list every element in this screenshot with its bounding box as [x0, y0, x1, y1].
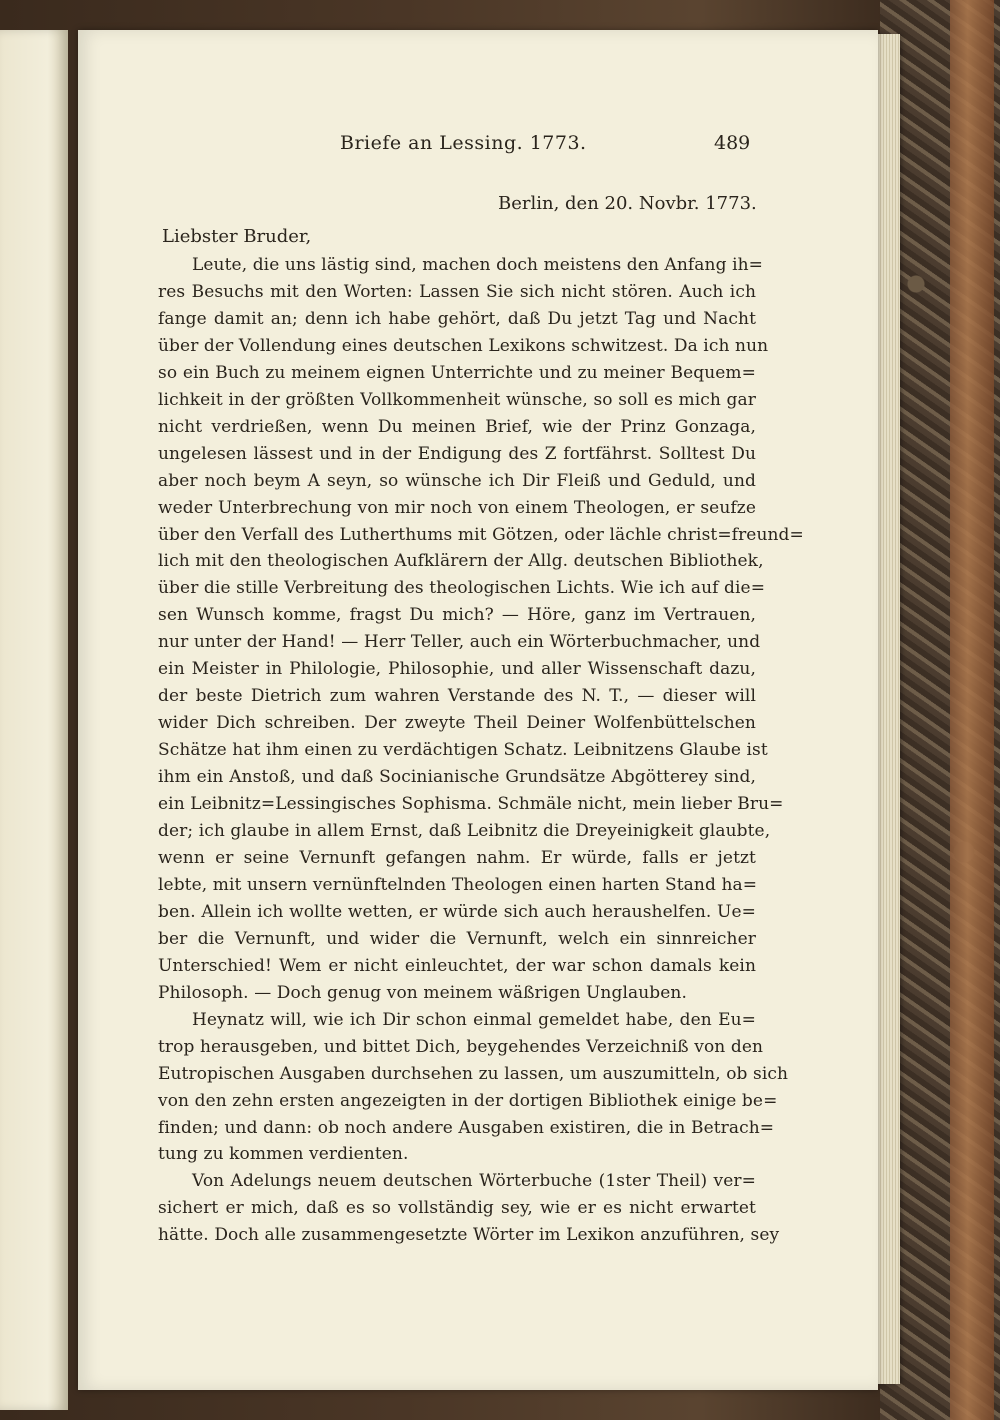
- text-line: ein Meister in Philologie, Philosophie, und aller Wissenschaft dazu,: [158, 659, 756, 680]
- text-line: lebte, mit unsern vernünftelnden Theologen einen harten Stand ha=: [158, 874, 758, 895]
- text-line: sen Wunsch komme, fragst Du mich? — Höre, ganz im Vertrauen,: [158, 605, 756, 626]
- text-line: Von Adelungs neuem deutschen Wörterbuche (1ster Theil) ver=: [192, 1171, 756, 1192]
- text-line: von den zehn ersten angezeigten in der dortigen Bibliothek einige be=: [158, 1090, 778, 1111]
- text-line: weder Unterbrechung von mir noch von einem Theologen, er seufze: [158, 497, 756, 518]
- text-line: Philosoph. — Doch genug von meinem wäßrigen Unglauben.: [158, 982, 687, 1003]
- letter-dateline: Berlin, den 20. Novbr. 1773.: [498, 193, 757, 214]
- facing-page-edge: [0, 30, 68, 1410]
- page-number: 489: [714, 132, 751, 154]
- text-line: Heynatz will, wie ich Dir schon einmal gemeldet habe, den Eu=: [192, 1009, 756, 1030]
- text-line: tung zu kommen verdienten.: [158, 1144, 409, 1165]
- text-line: ber die Vernunft, und wider die Vernunft, welch ein sinnreicher: [158, 928, 756, 949]
- text-line: ihm ein Anstoß, und daß Socinianische Grundsätze Abgötterey sind,: [158, 767, 756, 788]
- running-head: [78, 132, 878, 162]
- text-line: aber noch beym A seyn, so wünsche ich Dir Fleiß und Geduld, und: [158, 470, 756, 491]
- text-line: Unterschied! Wem er nicht einleuchtet, der war schon damals kein: [158, 955, 756, 976]
- text-line: Eutropischen Ausgaben durchsehen zu lassen, um auszumitteln, ob sich: [158, 1063, 789, 1084]
- text-line: der; ich glaube in allem Ernst, daß Leibnitz die Dreyeinigkeit glaubte,: [158, 821, 771, 842]
- text-line: über den Verfall des Lutherthums mit Götzen, oder lächle christ=freund=: [158, 524, 804, 545]
- text-line: wenn er seine Vernunft gefangen nahm. Er würde, falls er jetzt: [158, 847, 756, 868]
- text-line: wider Dich schreiben. Der zweyte Theil Deiner Wolfenbüttelschen: [158, 713, 756, 734]
- text-line: sichert er mich, daß es so vollständig sey, wie er es nicht erwartet: [158, 1198, 756, 1219]
- text-line: nicht verdrießen, wenn Du meinen Brief, wie der Prinz Gonzaga,: [158, 416, 756, 437]
- text-line: über die stille Verbreitung des theologischen Lichts. Wie ich auf die=: [158, 578, 766, 599]
- text-line: nur unter der Hand! — Herr Teller, auch ein Wörterbuchmacher, und: [158, 632, 761, 653]
- text-line: res Besuchs mit den Worten: Lassen Sie sich nicht stören. Auch ich: [158, 281, 756, 302]
- text-line: fange damit an; denn ich habe gehört, daß Du jetzt Tag und Nacht: [158, 308, 756, 329]
- text-line: über der Vollendung eines deutschen Lexikons schwitzest. Da ich nun: [158, 335, 769, 356]
- book-page: [78, 30, 878, 1390]
- text-line: ben. Allein ich wollte wetten, er würde sich auch heraushelfen. Ue=: [158, 901, 756, 922]
- text-line: Leute, die uns lästig sind, machen doch meistens den Anfang ih=: [192, 255, 764, 275]
- text-line: Schätze hat ihm einen zu verdächtigen Schatz. Leibnitzens Glaube ist: [158, 740, 768, 761]
- text-line: lich mit den theologischen Aufklärern der Allg. deutschen Bibliothek,: [158, 551, 764, 572]
- text-line: ein Leibnitz=Lessingisches Sophisma. Schmäle nicht, mein lieber Bru=: [158, 794, 784, 815]
- text-line: so ein Buch zu meinem eignen Unterrichte und zu meiner Bequem=: [158, 362, 756, 383]
- running-title: Briefe an Lessing. 1773.: [340, 132, 587, 154]
- text-line: lichkeit in der größten Vollkommenheit wünsche, so soll es mich gar: [158, 389, 756, 410]
- text-line: trop herausgeben, und bittet Dich, beygehendes Verzeichniß von den: [158, 1036, 764, 1057]
- letter-body: [158, 252, 804, 1249]
- letter-salutation: Liebster Bruder,: [162, 226, 312, 247]
- text-line: hätte. Doch alle zusammengesetzte Wörter im Lexikon anzuführen, sey: [158, 1225, 780, 1246]
- text-line: der beste Dietrich zum wahren Verstande des N. T., — dieser will: [158, 686, 756, 707]
- text-line: finden; und dann: ob noch andere Ausgaben existiren, die in Betrach=: [158, 1117, 775, 1138]
- text-line: ungelesen lässest und in der Endigung des Z fortfährst. Solltest Du: [158, 443, 756, 464]
